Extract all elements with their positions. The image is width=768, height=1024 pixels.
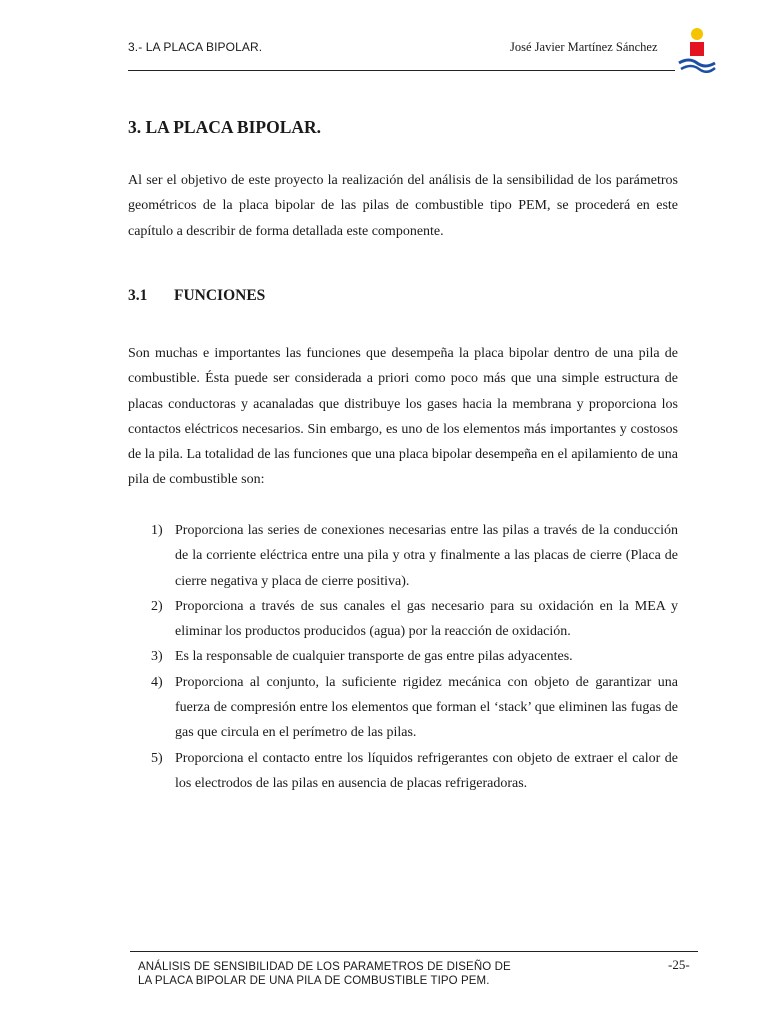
logo-blue-wave xyxy=(679,60,715,66)
university-logo-icon xyxy=(677,27,717,73)
list-item-number: 4) xyxy=(151,674,163,690)
header-author: José Javier Martínez Sánchez xyxy=(510,40,658,54)
page-title: 3. LA PLACA BIPOLAR. xyxy=(128,117,322,137)
list-item xyxy=(128,518,678,594)
section-heading xyxy=(128,287,265,305)
list-item-text: Proporciona las series de conexiones necesarias entre las pilas a través de la conducción de la corriente eléctrica entre una pila y otra y finalmente a las placas de cierre (Placa de cierre negativa y placa de cierre positiva). xyxy=(175,523,678,589)
functions-intro-paragraph: Son muchas e importantes las funciones que desempeña la placa bipolar dentro de una pila de combustible. Ésta puede ser considerada a priori como poco más que una simple estructura de placas conductoras y acanaladas que distribuye los gases hacia la membrana y proporciona los contactos eléctricos necesarios. Sin embargo, es uno de los elementos más importantes y costosos de la pila. La totalidad de las funciones que una placa bipolar desempeña en el apilamiento de una pila de combustible son: xyxy=(128,346,678,488)
section-title: FUNCIONES xyxy=(174,287,266,304)
intro-paragraph: Al ser el objetivo de este proyecto la realización del análisis de la sensibilidad de los parámetros geométricos de la placa bipolar de las pilas de combustible tipo PEM, se procederá en este capítulo a describir de forma detallada este componente. xyxy=(128,173,678,239)
list-item xyxy=(128,644,678,669)
footer-title-line-1: ANÁLISIS DE SENSIBILIDAD DE LOS PARAMETROS DE DISEÑO DE xyxy=(138,961,511,973)
list-item-number: 3) xyxy=(151,649,163,665)
functions-list xyxy=(128,518,678,796)
list-item-number: 1) xyxy=(151,523,163,538)
logo-yellow-circle xyxy=(691,28,703,40)
logo-red-square xyxy=(690,42,704,56)
footer-divider xyxy=(130,951,698,952)
page-number: -25- xyxy=(668,957,690,972)
footer-title-line-2: LA PLACA BIPOLAR DE UNA PILA DE COMBUSTIBLE TIPO PEM. xyxy=(138,975,490,987)
list-item xyxy=(128,746,678,797)
list-item-number: 5) xyxy=(151,750,163,766)
list-item-text: Proporciona al conjunto, la suficiente rigidez mecánica con objeto de garantizar una fuerza de compresión entre los elementos que forman el ‘stack’ que eliminen las fugas de gas que circula en el perímetro de las pilas. xyxy=(175,674,678,741)
list-item-text: Proporciona el contacto entre los líquidos refrigerantes con objeto de extraer el calor de los electrodos de las pilas en ausencia de placas refrigeradoras. xyxy=(175,750,678,791)
list-item-text: Proporciona a través de sus canales el gas necesario para su oxidación en la MEA y eliminar los productos producidos (agua) por la reacción de oxidación. xyxy=(175,598,678,640)
list-item-text: Es la responsable de cualquier transporte de gas entre pilas adyacentes. xyxy=(175,649,573,665)
list-item-number: 2) xyxy=(151,598,163,614)
list-item xyxy=(128,594,678,645)
header-divider xyxy=(128,70,675,71)
header-section-label: 3.- LA PLACA BIPOLAR. xyxy=(128,40,263,54)
section-number: 3.1 xyxy=(128,287,148,304)
list-item xyxy=(128,670,678,746)
